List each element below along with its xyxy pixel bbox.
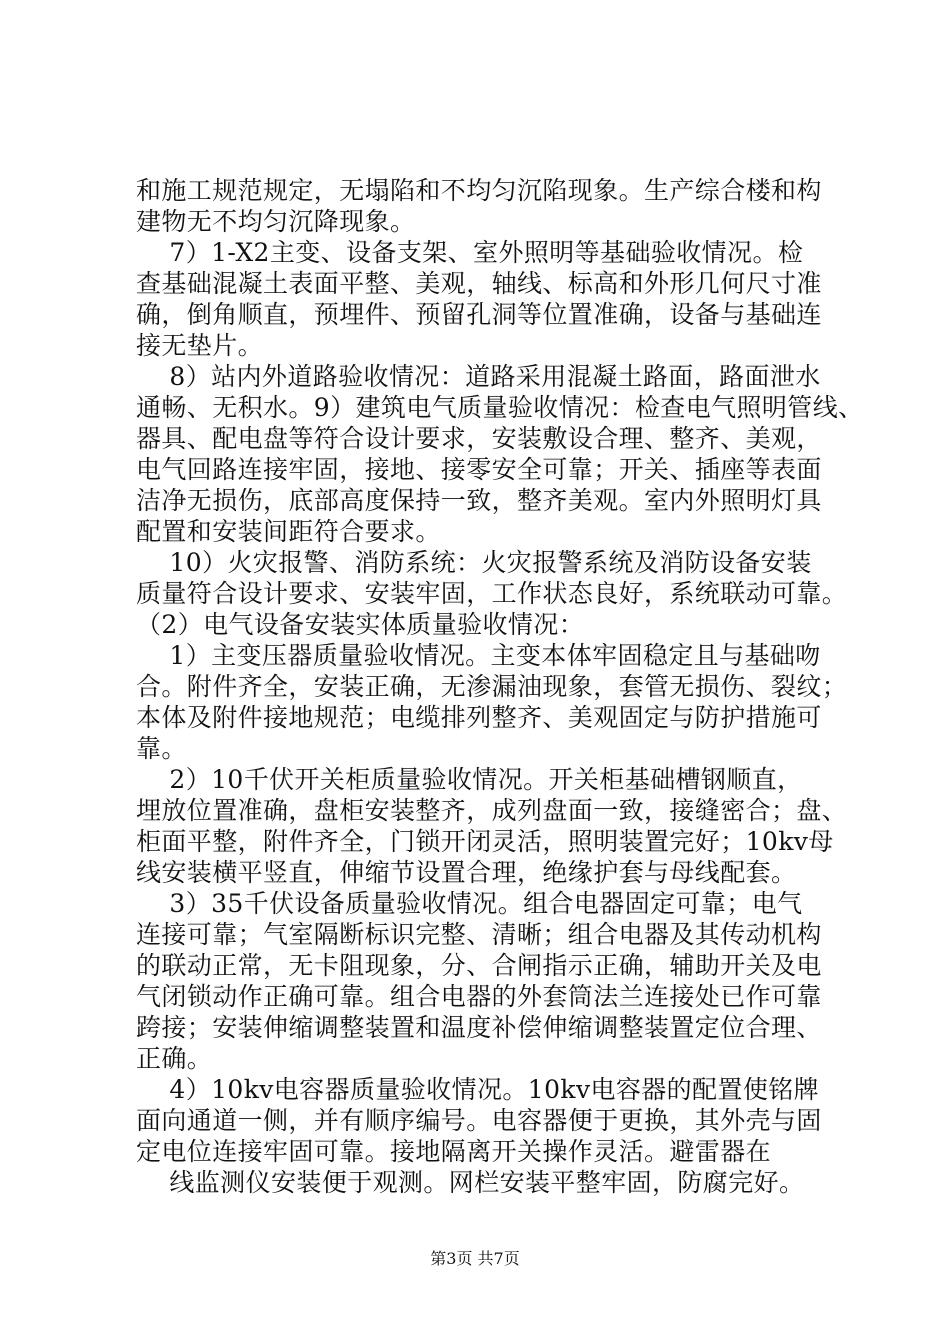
text-line: 定电位连接牢固可靠。接地隔离开关操作灵活。避雷器在 (136, 1137, 772, 1166)
text-line: 4）10kv电容器质量验收情况。10kv电容器的配置使铭牌 (136, 1075, 820, 1104)
text-line: 通畅、无积水。9）建筑电气质量验收情况：检查电气照明管线、 (136, 393, 864, 422)
text-line: 建物无不均匀沉降现象。 (136, 207, 416, 236)
text-line: 电气回路连接牢固，接地、接零安全可靠；开关、插座等表面 (136, 455, 822, 484)
text-line: 正确。 (136, 1044, 213, 1073)
text-line: 8）站内外道路验收情况：道路采用混凝土路面，路面泄水 (136, 362, 821, 391)
text-line: 1）主变压器质量验收情况。主变本体牢固稳定且与基础吻 (136, 641, 821, 670)
text-line: 接无垫片。 (136, 331, 264, 360)
text-line: 和施工规范规定，无塌陷和不均匀沉陷现象。生产综合楼和构 (136, 176, 822, 205)
text-line: 埋放位置准确，盘柜安装整齐，成列盘面一致，接缝密合；盘、 (136, 796, 848, 825)
text-line: 合。附件齐全，安装正确，无渗漏油现象，套管无损伤、裂纹； (136, 672, 848, 701)
text-line: 2）10千伏开关柜质量验收情况。开关柜基础槽钢顺直， (136, 765, 803, 794)
text-line: 本体及附件接地规范；电缆排列整齐、美观固定与防护措施可 (136, 703, 822, 732)
page-number-footer: 第3页 共7页 (430, 1249, 520, 1268)
text-line: 查基础混凝土表面平整、美观，轴线、标高和外形几何尺寸准 (136, 269, 822, 298)
text-line: 柜面平整，附件齐全，门锁开闭灵活，照明装置完好；10kv母 (136, 827, 834, 856)
text-line: 确，倒角顺直，预埋件、预留孔洞等位置准确，设备与基础连 (136, 300, 822, 329)
text-line: 连接可靠；气室隔断标识完整、清晰；组合电器及其传动机构 (136, 920, 822, 949)
text-line: 质量符合设计要求、安装牢固，工作状态良好，系统联动可靠。 (136, 579, 848, 608)
text-line: 线安装横平竖直，伸缩节设置合理，绝缘护套与母线配套。 (136, 858, 797, 887)
text-line: 10）火灾报警、消防系统：火灾报警系统及消防设备安装 (136, 548, 812, 577)
text-line: 气闭锁动作正确可靠。组合电器的外套筒法兰连接处已作可靠 (136, 982, 822, 1011)
text-line: 配置和安装间距符合要求。 (136, 517, 441, 546)
text-line: 靠。 (136, 734, 187, 763)
text-line: 的联动正常，无卡阻现象，分、合闸指示正确，辅助开关及电 (136, 951, 822, 980)
text-line: 3）35千伏设备质量验收情况。组合电器固定可靠；电气 (136, 889, 803, 918)
text-line: 洁净无损伤，底部高度保持一致，整齐美观。室内外照明灯具 (136, 486, 822, 515)
text-line: 线监测仪安装便于观测。网栏安装平整牢固，防腐完好。 (136, 1168, 805, 1197)
text-line: 跨接；安装伸缩调整装置和温度补偿伸缩调整装置定位合理、 (136, 1013, 822, 1042)
text-line: 面向通道一侧，并有顺序编号。电容器便于更换，其外壳与固 (136, 1106, 822, 1135)
text-line: 器具、配电盘等符合设计要求，安装敷设合理、整齐、美观， (136, 424, 822, 453)
text-line: 7）1-X2主变、设备支架、室外照明等基础验收情况。检 (136, 238, 804, 267)
text-line: （2）电气设备安装实体质量验收情况： (136, 610, 585, 639)
